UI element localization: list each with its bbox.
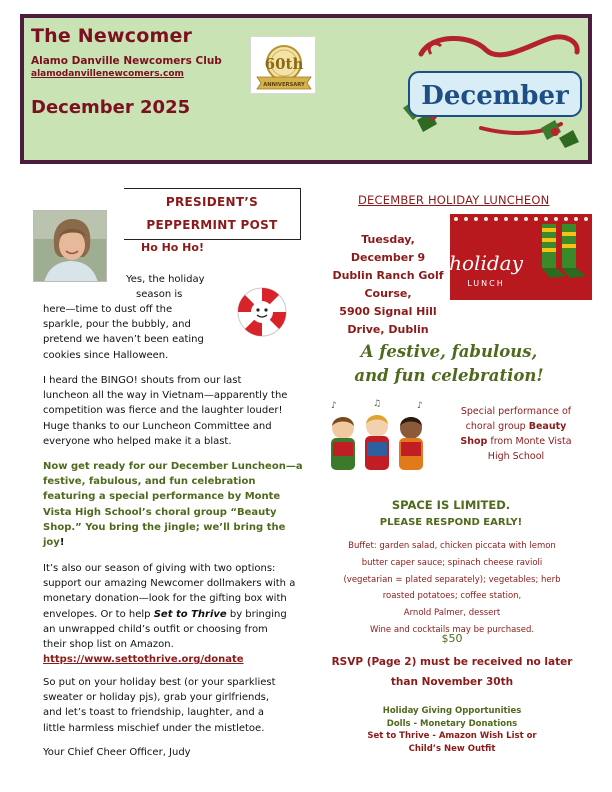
text-line: their shop list on Amazon. — [43, 639, 174, 651]
text-line — [43, 607, 295, 622]
luncheon-heading: DECEMBER HOLIDAY LUNCHEON — [358, 193, 550, 207]
special-performance-note — [446, 404, 586, 464]
menu-line: Arnold Palmer, dessert — [403, 608, 501, 619]
tagline-line: and fun celebration! — [354, 366, 544, 385]
music-note-icon: ♫ — [373, 399, 382, 409]
president-signoff: Your Chief Cheer Officer, Judy — [43, 747, 191, 758]
text-line: So put on your holiday best (or your sparkliest — [43, 677, 276, 688]
event-venue: Course, — [364, 287, 412, 300]
rsvp-line: than November 30th — [390, 676, 514, 688]
president-paragraph-1-start — [126, 272, 205, 302]
issue-date: December 2025 — [31, 97, 191, 118]
president-paragraph-3 — [43, 459, 303, 550]
masthead-text — [31, 25, 251, 118]
luncheon-price: $50 — [441, 632, 463, 645]
text-line: everyone who helped make it a blast. — [43, 435, 232, 447]
text-line — [446, 434, 586, 449]
luncheon-menu — [327, 538, 577, 639]
text-fragment: envelopes. Or to help — [43, 608, 154, 620]
text-line: Huge thanks to our Luncheon Committee and — [43, 420, 272, 432]
president-greeting: Ho Ho Ho! — [141, 241, 204, 254]
text-line — [43, 535, 303, 550]
text-line: Yes, the holiday — [126, 274, 205, 285]
text-line: support our amazing Newcomer dollmakers with a — [43, 578, 296, 590]
music-note-icon: ♪ — [331, 401, 337, 411]
event-day: Tuesday, — [361, 233, 415, 246]
presidents-post-heading-box — [124, 188, 301, 240]
rsvp-line: RSVP (Page 2) must be received no later — [331, 656, 573, 668]
text-fragment: by bringing — [226, 608, 287, 620]
december-banner — [391, 24, 591, 154]
text-line: I heard the BINGO! shouts from our last — [43, 375, 242, 386]
menu-line: butter caper sauce; spinach cheese ravioli — [361, 557, 543, 568]
text-line: featuring a special performance by Monte — [43, 491, 281, 503]
event-venue: Dublin Ranch Golf — [332, 269, 444, 282]
text-line: sweater or holiday pjs), grab your girlfriends, — [43, 692, 270, 704]
holiday-word: holiday — [450, 251, 523, 275]
text-line: an unwrapped child’s outfit or choosing from — [43, 623, 268, 635]
text-line: Special performance of — [460, 406, 572, 417]
lunch-word: LUNCH — [467, 279, 505, 288]
rsvp-deadline — [327, 652, 577, 692]
peppermint-candy-image — [236, 286, 288, 338]
president-photo — [33, 210, 107, 282]
text-line: pretend we haven’t been eating — [43, 334, 204, 346]
notice-line: PLEASE RESPOND EARLY! — [379, 517, 523, 528]
president-paragraph-5 — [43, 675, 276, 736]
text-line: cookies since Halloween. — [43, 349, 169, 361]
text-line: here—time to dust off the — [43, 304, 173, 315]
president-paragraph-1-end — [43, 302, 204, 363]
event-date: December 9 — [350, 251, 426, 264]
giving-item: Child’s New Outfit — [408, 743, 496, 754]
set-to-thrive-emphasis: Set to Thrive — [153, 608, 227, 620]
menu-line: (vegetarian = plated separately); vegetables; herb — [343, 574, 561, 585]
text-line — [446, 419, 586, 434]
text-line: Shop.” You bring the jingle; we’ll bring the — [43, 521, 286, 533]
text-line: sparkle, pour the bubbly, and — [43, 319, 191, 331]
notice-line: SPACE IS LIMITED. — [391, 498, 511, 512]
text-line: season is — [136, 289, 183, 301]
presidents-post-heading-line1: PRESIDENT’S — [165, 195, 259, 209]
text-line: festive, fabulous, and fun celebration — [43, 476, 256, 488]
text-line: Now get ready for our December Luncheon—a — [43, 461, 303, 472]
music-note-icon: ♪ — [417, 401, 423, 411]
banner-word: December — [421, 81, 569, 111]
festive-tagline — [340, 340, 558, 388]
text-line: and let’s toast to friendship, laughter, and a — [43, 707, 264, 719]
settothrive-donate-link[interactable]: https://www.settothrive.org/donate — [43, 654, 244, 666]
carolers-image — [323, 398, 431, 476]
presidents-post-heading-line2: PEPPERMINT POST — [146, 218, 278, 232]
luncheon-details — [318, 231, 458, 339]
holiday-giving-section — [327, 705, 577, 755]
holiday-lunch-image — [450, 214, 592, 300]
text-fragment: Shop — [460, 436, 488, 447]
space-limited-notice — [336, 496, 566, 532]
club-website-link[interactable]: alamodanvillenewcomers.com — [31, 69, 184, 79]
menu-line: Wine and cocktails may be purchased. — [369, 624, 535, 635]
masthead — [20, 14, 592, 164]
text-line: High School — [487, 451, 545, 462]
text-fragment: ! — [59, 537, 65, 549]
newsletter-title: The Newcomer — [31, 25, 193, 47]
president-paragraph-4 — [43, 561, 295, 667]
menu-line: Buffet: garden salad, chicken piccata with lemon — [348, 541, 556, 551]
giving-item: Set to Thrive - Amazon Wish List or — [367, 731, 537, 741]
giving-heading: Holiday Giving Opportunities — [382, 706, 522, 716]
menu-line: roasted potatoes; coffee station, — [382, 591, 522, 602]
text-fragment: from Monte Vista — [487, 436, 572, 447]
text-fragment: choral group — [465, 421, 529, 432]
club-name: Alamo Danville Newcomers Club — [31, 55, 222, 67]
text-line: monetary donation—look for the gifting box with — [43, 593, 287, 605]
event-address: Drive, Dublin — [347, 323, 429, 336]
text-line: It’s also our season of giving with two options: — [43, 563, 276, 574]
text-fragment: Beauty — [528, 421, 567, 432]
giving-item: Dolls - Monetary Donations — [386, 718, 518, 729]
text-line: Vista High School’s choral group “Beauty — [43, 506, 277, 518]
anniversary-number: 60th — [264, 55, 304, 73]
text-line: little harmless mischief under the mistletoe. — [43, 722, 265, 734]
text-line: luncheon all the way in Vietnam—apparently the — [43, 390, 288, 402]
text-fragment: joy — [43, 537, 60, 549]
text-line: competition was fierce and the laughter louder! — [43, 405, 283, 417]
president-paragraph-2 — [43, 373, 287, 449]
anniversary-logo — [250, 36, 316, 94]
tagline-line: A festive, fabulous, — [360, 342, 538, 361]
anniversary-ribbon-text: ANNIVERSARY — [263, 82, 305, 88]
event-address: 5900 Signal Hill — [339, 305, 437, 318]
